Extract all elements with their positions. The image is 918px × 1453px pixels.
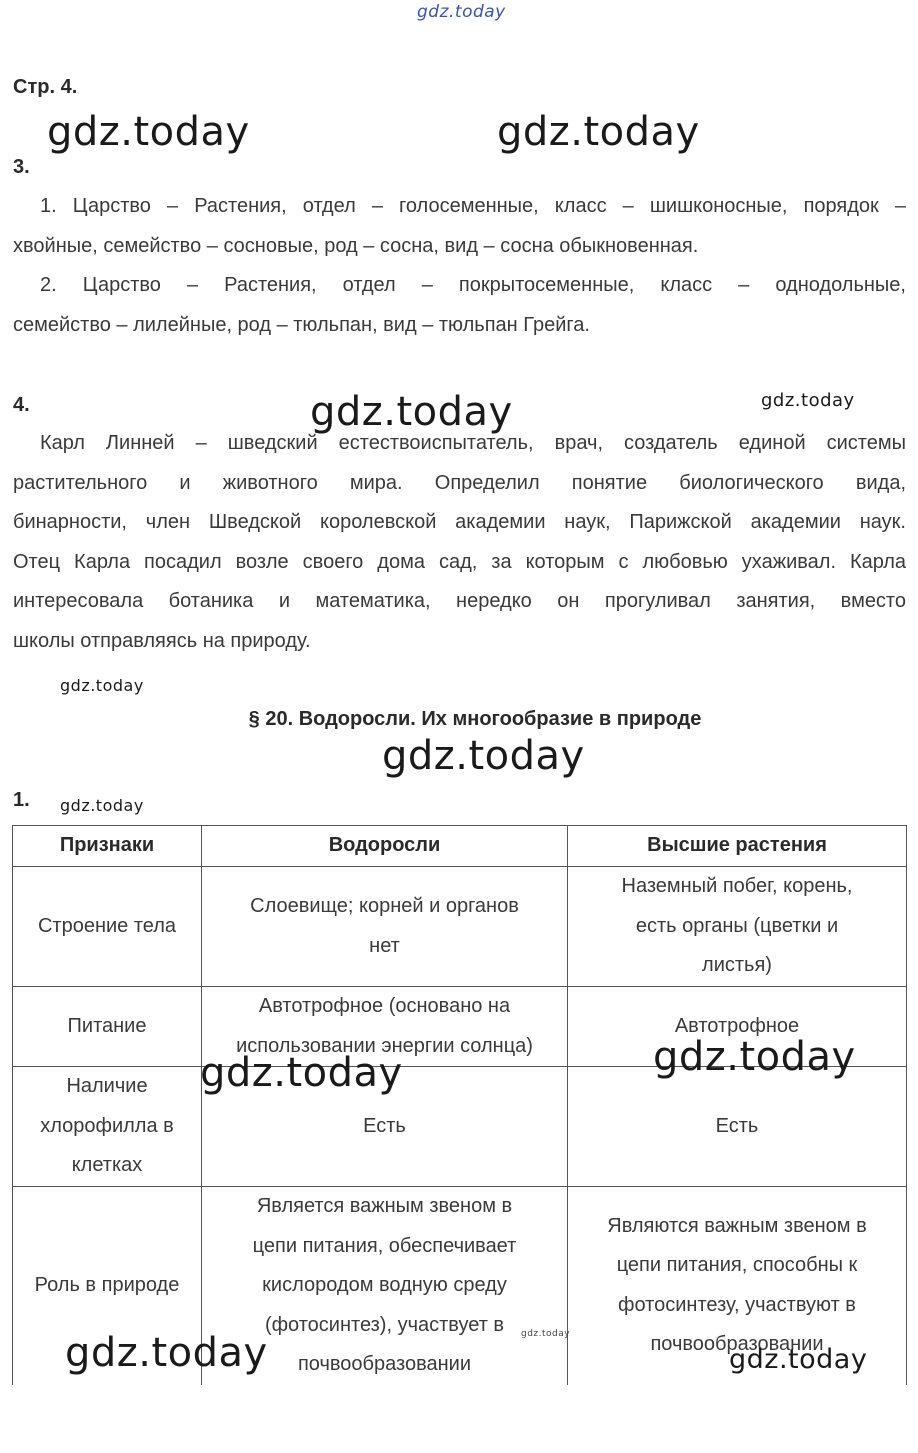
table-cell-feature: Питание [13, 987, 202, 1067]
cell-line: Автотрофное [674, 1014, 800, 1037]
task-3-number: 3. [13, 156, 30, 178]
cell-line: Наличие [66, 1075, 148, 1098]
cell-line: цепи питания, обеспечивает [252, 1234, 517, 1257]
task-4-paragraph [13, 424, 906, 661]
cell-line: хлорофилла в [40, 1114, 174, 1137]
watermark: gdz.today [200, 1050, 403, 1096]
task-3-item-1-line: хвойные, семейство – сосновые, род – сосна, вид – сосна обыкновенная. [13, 234, 699, 257]
task-4-line: интересовала ботаника и математика, нередко он прогуливал занятия, вместо [13, 590, 906, 612]
watermark: gdz.today [65, 1330, 268, 1376]
watermark: gdz.today [310, 389, 513, 435]
table-cell-feature: Строение тела [13, 867, 202, 987]
table-header-cell: Признаки [13, 826, 202, 867]
table-cell-higher [568, 867, 907, 987]
cell-line: Наземный побег, корень, [621, 875, 853, 898]
cell-line: почвообразовании [297, 1353, 472, 1375]
cell-line: Слоевище; корней и органов [250, 895, 519, 917]
cell-line: Есть [715, 1114, 759, 1137]
cell-line: Являются важным звеном в [607, 1214, 867, 1237]
task-4-number: 4. [13, 394, 30, 416]
cell-line: (фотосинтез), участвует в [264, 1313, 505, 1336]
task-4-line: бинарности, член Шведской королевской академии наук, Парижской академии наук. [13, 511, 906, 533]
watermark: gdz.today [60, 796, 144, 815]
task-1-number: 1. [13, 789, 30, 811]
task-4-line: растительного и животного мира. Определил понятие биологического вида, [13, 471, 906, 494]
watermark: gdz.today [653, 1034, 856, 1080]
table-header-cell: Водоросли [202, 826, 568, 867]
cell-line: Автотрофное (основано на [258, 995, 511, 1017]
task-3-item-2 [13, 266, 906, 345]
page-reference: Стр. 4. [13, 76, 78, 98]
section-title: § 20. Водоросли. Их многообразие в природе [248, 708, 702, 730]
cell-line: использовании энергии солнца) [236, 1034, 533, 1057]
table-header-row [13, 826, 907, 867]
cell-line: нет [369, 934, 400, 957]
task-3-item-1 [13, 187, 906, 266]
cell-line: почвообразовании [650, 1333, 824, 1356]
table-cell-algae [202, 867, 568, 987]
task-3-item-2-line: 2. Царство – Растения, отдел – покрытосеменные, класс – однодольные, [40, 274, 906, 296]
table-header-cell: Высшие растения [568, 826, 907, 867]
cell-line: клетках [71, 1154, 143, 1177]
task-3-item-1-line: 1. Царство – Растения, отдел – голосеменные, класс – шишконосные, порядок – [40, 195, 906, 217]
table-cell-feature: Роль в природе [13, 1187, 202, 1385]
cell-line: листья) [702, 954, 772, 977]
watermark: gdz.today [497, 109, 700, 155]
cell-line: есть органы (цветки и [635, 914, 839, 937]
task-4-line: Карл Линней – шведский естествоиспытатель, врач, создатель единой системы [40, 432, 906, 454]
watermark: gdz.today [417, 2, 506, 22]
table-row [13, 867, 907, 987]
task-3-item-2-line: семейство – лилейные, род – тюльпан, вид – тюльпан Грейга. [13, 313, 590, 336]
table-cell-feature [13, 1067, 202, 1187]
watermark: gdz.today [729, 1344, 868, 1375]
cell-line: Есть [363, 1114, 406, 1137]
cell-line: фотосинтезу, участвуют в [618, 1293, 856, 1316]
task-4-line: Отец Карла посадил возле своего дома сад, за которым с любовью ухаживал. Карла [13, 550, 906, 573]
comparison-table [12, 825, 907, 1385]
table-row [13, 1067, 907, 1187]
cell-line: кислородом водную среду [262, 1274, 507, 1296]
cell-line: цепи питания, способны к [616, 1254, 858, 1277]
table-cell-higher [568, 1067, 907, 1187]
watermark: gdz.today [382, 733, 585, 779]
watermark: gdz.today [761, 390, 855, 411]
watermark: gdz.today [521, 1329, 571, 1339]
watermark: gdz.today [47, 109, 250, 155]
task-4-line: школы отправляясь на природу. [13, 629, 311, 652]
watermark: gdz.today [60, 676, 144, 695]
cell-line: Является важным звеном в [256, 1195, 513, 1217]
